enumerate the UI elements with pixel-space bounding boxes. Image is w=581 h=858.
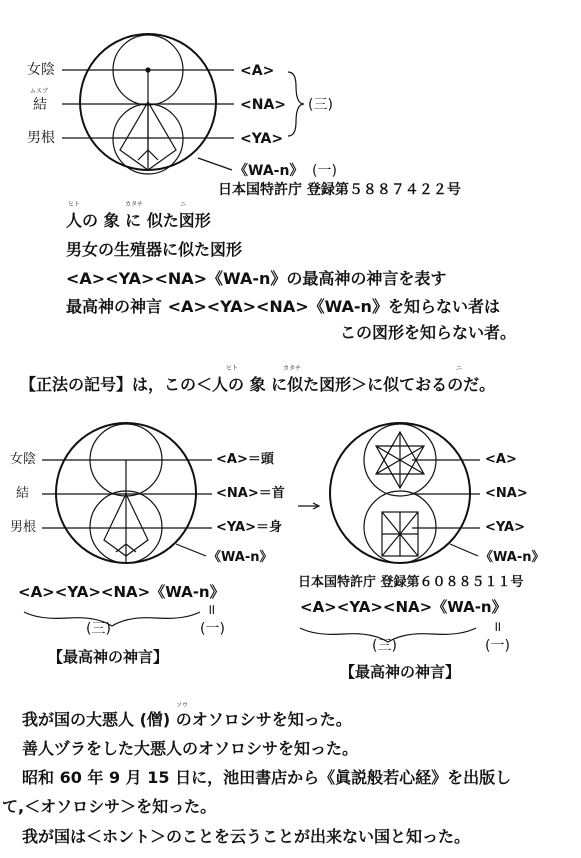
body-paragraph-2: 善人ヅラをした大悪人のオソロシサを知った。 — [22, 739, 359, 758]
body-paragraph-5: 我が国は＜ホント＞のことを云うことが出来ない国と知った。 — [22, 827, 471, 846]
left-ichi: (一) — [200, 621, 225, 637]
body-paragraph-1: 我が国の大悪人 (僧) のオソロシサを知った。 — [22, 710, 352, 729]
label-wan-top: 《WA-n》 — [234, 163, 304, 179]
body-paragraph-4: て,＜オソロシサ＞を知った。 — [2, 797, 217, 816]
right-label-ya: <YA> — [485, 520, 526, 535]
ruby-hito-1: ヒト — [68, 201, 81, 208]
label-ichi-top: (一) — [312, 163, 337, 179]
patent-right: 日本国特許庁 登録第６０８８５１１号 — [298, 575, 524, 590]
explanation-line-3: <A><YA><NA>《WA-n》の最高神の神言を表す — [66, 269, 447, 288]
right-sequence: <A><YA><NA>《WA-n》 — [300, 598, 507, 616]
right-san: (三) — [372, 638, 397, 654]
label-san-top: (三) — [308, 97, 333, 113]
right-ichi: (一) — [485, 638, 510, 654]
left-label-female: 女陰 — [10, 452, 37, 467]
explanation-line-5: この図形を知らない者。 — [340, 323, 517, 342]
ruby-ni-2: ニ — [456, 365, 463, 372]
right-label-a: <A> — [485, 452, 517, 467]
label-male: 男根 — [27, 130, 55, 146]
left-equals: ॥ — [207, 602, 216, 618]
ruby-musubi: ムスブ — [30, 88, 49, 95]
ruby-katachi-2: カタチ — [283, 365, 302, 372]
left-san: (三) — [86, 621, 111, 637]
left-label-musubi: 結 — [16, 486, 30, 501]
left-label-male: 男根 — [10, 520, 37, 535]
seiho-line: 【正法の記号】は，この＜人の 象 に似た図形＞に似ておるのだ。 — [20, 375, 496, 394]
right-equals: ॥ — [493, 619, 502, 635]
left-label-wan: 《WA-n》 — [208, 550, 273, 565]
ruby-ni-1: ニ — [180, 201, 187, 208]
explanation-line-2: 男女の生殖器に似た図形 — [66, 240, 243, 259]
label-ya: <YA> — [240, 131, 284, 147]
label-musubi: 結 — [33, 97, 47, 113]
body-paragraph-3: 昭和 60 年 9 月 15 日に，池田書店から《眞説般若心経》を出版し — [22, 768, 512, 787]
left-label-a-head: <A>＝頭 — [216, 452, 274, 467]
patent-top: 日本国特許庁 登録第５８８７４２２号 — [218, 182, 461, 198]
right-label-wan: 《WA-n》 — [480, 550, 545, 565]
label-female: 女陰 — [27, 62, 55, 78]
label-na: <NA> — [240, 97, 287, 113]
explanation-line-4: 最高神の神言 <A><YA><NA>《WA-n》を知らない者は — [66, 297, 500, 316]
label-a: <A> — [240, 63, 275, 79]
left-label-na-neck: <NA>＝首 — [216, 486, 285, 501]
right-caption: 【最高神の神言】 — [340, 663, 461, 681]
left-label-ya-body: <YA>＝身 — [216, 520, 283, 535]
arrow-drawing — [298, 503, 319, 509]
right-label-na: <NA> — [485, 486, 528, 501]
ruby-sou: ソウ — [176, 702, 189, 709]
left-caption: 【最高神の神言】 — [48, 648, 169, 666]
ruby-katachi-1: カタチ — [125, 201, 144, 208]
ruby-hito-2: ヒト — [226, 365, 239, 372]
explanation-line-1: 人の 象 に 似た図形 — [66, 211, 211, 230]
left-sequence: <A><YA><NA>《WA-n》 — [18, 583, 225, 601]
